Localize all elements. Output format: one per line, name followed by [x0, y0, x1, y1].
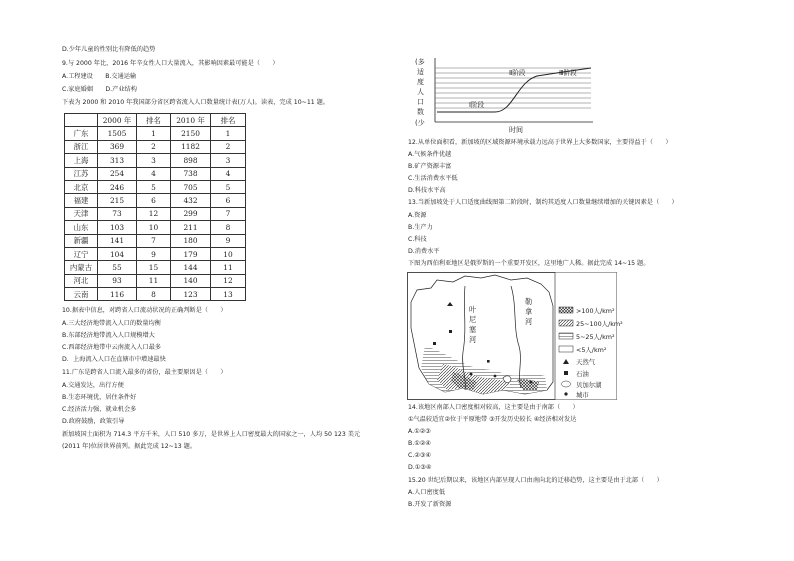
table-cell: 7: [211, 207, 246, 220]
table-cell: 9: [211, 234, 246, 247]
table-province-cell: 北京: [65, 180, 98, 193]
option-14b: B.①②④: [408, 440, 431, 447]
question-13: 13.当新加坡处于人口适度曲线图第二阶段时，制约其适度人口数量继续增加的关键因素是（ ）: [408, 199, 678, 206]
table-cell: 6: [211, 194, 246, 207]
option-8d: D.少年儿童的性别比有降低的趋势: [62, 46, 156, 53]
map-intro: 下图为西伯利亚地区是俄罗斯的一个重要开发区，这里地广人稀。据此完成 14~15 题。: [408, 260, 650, 267]
graph-ylabel-char: (多: [415, 58, 425, 66]
option-11d: D.政府鼓励，政策引导: [62, 418, 125, 425]
option-10a: A.三大经济地带流入人口的数量均衡: [62, 320, 161, 327]
question-12: 12.从单位面积看，新加坡的区域资源环境承载力远高于世界上大多数国家，主要得益于（ ）: [408, 139, 672, 146]
graph-phase-label: Ⅲ阶段: [559, 69, 577, 77]
table-cell: 8: [137, 288, 171, 301]
table-cell: 1: [211, 127, 246, 140]
map-legend-label: 25~100人/km²: [576, 320, 623, 328]
table-intro: 下表为 2000 和 2010 年我国部分省区跨省流入人口数量统计表(万人)。读表，完成 10~11 题。: [62, 99, 330, 106]
table-row: [65, 154, 246, 167]
table-cell: 211: [171, 221, 211, 234]
option-10d: D．上海流入人口在直辖市中增速最快: [62, 356, 166, 363]
table-header-row: [65, 114, 246, 127]
map-legend-label: 天然气: [576, 358, 596, 366]
table-cell: 1505: [98, 127, 137, 140]
map-legend-label: >100人/km²: [576, 307, 615, 315]
table-province-cell: 福建: [65, 194, 98, 207]
table-cell: 2: [137, 140, 171, 153]
table-row: [65, 140, 246, 153]
graph-phase-label: Ⅰ阶段: [469, 101, 485, 109]
option-15b: B.开发了新资源: [408, 501, 452, 508]
map-legend-label: 石油: [576, 370, 589, 378]
option-10c: C.西部经济地带中云南流入人口最多: [62, 344, 162, 351]
table-row: [65, 194, 246, 207]
table-cell: 116: [98, 288, 137, 301]
table-cell: 8: [211, 221, 246, 234]
option-12d: D.科技水平高: [408, 187, 446, 194]
option-10b: B.东部经济地带流入人口规模增大: [62, 332, 155, 339]
table-province-cell: 辽宁: [65, 247, 98, 260]
table-cell: 738: [171, 167, 211, 180]
map-river-label: 河: [469, 335, 477, 344]
question-14: 14.该地区南部人口密度相对较高，这主要是由于南部（ ）: [408, 404, 579, 411]
option-11a: A.交通发达，出行方便: [62, 382, 124, 389]
table-header-cell: 2010 年: [171, 114, 211, 127]
table-cell: 180: [171, 234, 211, 247]
table-row: [65, 207, 246, 220]
table-cell: 3: [211, 154, 246, 167]
table-cell: 12: [211, 274, 246, 287]
option-9cd: C.家庭婚姻 D.产业结构: [62, 86, 137, 93]
singapore-intro-2: (2011 年)位居世界前列。据此完成 12~13 题。: [62, 443, 197, 450]
option-15a: A.人口密度低: [408, 489, 446, 496]
table-body: [65, 127, 246, 301]
map-legend-label: <5人/km²: [576, 346, 607, 354]
option-9ab: A.工程建设 B.交通运输: [62, 73, 137, 80]
table-row: [65, 261, 246, 274]
table-header-cell: [65, 114, 98, 127]
population-table: [64, 113, 246, 301]
table-province-cell: 山东: [65, 221, 98, 234]
question-14-statements: ①气温较适宜②位于平原地带 ③开发历史较长 ④经济相对发达: [408, 416, 577, 423]
table-cell: 93: [98, 274, 137, 287]
table-cell: 140: [171, 274, 211, 287]
option-13d: D.消费水平: [408, 248, 440, 255]
table-row: [65, 180, 246, 193]
map-river-label: 尼: [469, 315, 477, 324]
table-cell: 179: [171, 247, 211, 260]
table-cell: 10: [137, 221, 171, 234]
table-cell: 4: [211, 167, 246, 180]
table-cell: 254: [98, 167, 137, 180]
graph-ylabel-char: 口: [417, 98, 424, 106]
table-cell: 215: [98, 194, 137, 207]
table-cell: 15: [137, 261, 171, 274]
graph-ylabel-char: (少: [415, 119, 425, 127]
table-row: [65, 127, 246, 140]
table-row: [65, 247, 246, 260]
table-cell: 13: [211, 288, 246, 301]
table-cell: 141: [98, 234, 137, 247]
table-cell: 2: [211, 140, 246, 153]
map-legend-label: 城市: [576, 391, 589, 399]
graph-phase-label: Ⅱ阶段: [509, 69, 526, 77]
map-legend-label: 贝加尔湖: [576, 381, 602, 389]
table-province-cell: 上海: [65, 154, 98, 167]
table-cell: 1182: [171, 140, 211, 153]
option-13a: A.资源: [408, 212, 427, 219]
option-14a: A.①②③: [408, 428, 431, 435]
table-cell: 2150: [171, 127, 211, 140]
table-province-cell: 内蒙古: [65, 261, 98, 274]
table-cell: 299: [171, 207, 211, 220]
table-cell: 104: [98, 247, 137, 260]
table-row: [65, 167, 246, 180]
graph-ylabel-char: 适: [417, 68, 424, 76]
table-province-cell: 浙江: [65, 140, 98, 153]
map-legend-label: 5~25人/km²: [576, 333, 615, 341]
table-cell: 73: [98, 207, 137, 220]
option-12c: C.生活消费水平低: [408, 175, 458, 182]
table-header-cell: 2000 年: [98, 114, 137, 127]
table-cell: 246: [98, 180, 137, 193]
option-11b: B.生态环境优，居住条件好: [62, 394, 137, 401]
table-row: [65, 234, 246, 247]
table-cell: 369: [98, 140, 137, 153]
siberia-map: [407, 272, 623, 400]
graph-ylabel-char: 人: [417, 88, 424, 96]
table-province-cell: 广东: [65, 127, 98, 140]
table-row: [65, 288, 246, 301]
singapore-intro: 新加坡国土面积为 714.3 平方千米，人口 510 多万，是世界上人口密度最大的国家之一，人均 50 123 美元: [62, 431, 361, 438]
table-row: [65, 221, 246, 234]
table-cell: 432: [171, 194, 211, 207]
table-province-cell: 河北: [65, 274, 98, 287]
table-cell: 55: [98, 261, 137, 274]
table-header-cell: 排名: [211, 114, 246, 127]
graph-ylabel-char: 数: [417, 108, 424, 116]
table-cell: 5: [137, 180, 171, 193]
right-column: [397, 0, 794, 561]
question-10: 10.据表中信息，对跨省人口流动状况的正确判断是（ ）: [62, 307, 227, 314]
table-province-cell: 天津: [65, 207, 98, 220]
table-cell: 12: [137, 207, 171, 220]
population-graph: [409, 54, 599, 134]
table-cell: 3: [137, 154, 171, 167]
table-cell: 10: [211, 247, 246, 260]
graph-ylabel-char: 度: [417, 78, 424, 86]
table-province-cell: 新疆: [65, 234, 98, 247]
map-river-label: 塞: [469, 325, 477, 334]
map-river-label: 勒: [525, 297, 533, 306]
option-11c: C.经济活力强，就业机会多: [62, 406, 137, 413]
map-river-label: 河: [525, 317, 533, 326]
table-cell: 313: [98, 154, 137, 167]
table-cell: 6: [137, 194, 171, 207]
table-province-cell: 江苏: [65, 167, 98, 180]
table-cell: 103: [98, 221, 137, 234]
table-province-cell: 云南: [65, 288, 98, 301]
graph-xlabel: 时间: [509, 126, 523, 134]
option-14d: D.①③④: [408, 464, 432, 471]
option-14c: C.②③④: [408, 452, 431, 459]
table-cell: 4: [137, 167, 171, 180]
option-12b: B.矿产资源丰富: [408, 163, 452, 170]
table-cell: 123: [171, 288, 211, 301]
table-cell: 705: [171, 180, 211, 193]
table-cell: 144: [171, 261, 211, 274]
option-13b: B.生产力: [408, 224, 433, 231]
table-header-cell: 排名: [137, 114, 171, 127]
map-river-label: 拿: [525, 307, 533, 316]
option-12a: A.气候条件优越: [408, 151, 452, 158]
option-13c: C.科技: [408, 236, 427, 243]
table-cell: 1: [137, 127, 171, 140]
map-river-label: 叶: [469, 305, 477, 314]
question-11: 11.广东是跨省人口流入最多的省份，最主要原因是（ ）: [62, 369, 227, 376]
table-cell: 9: [137, 247, 171, 260]
question-9: 9.与 2000 年比，2016 年辛女性人口大量流入，其影响因素最可能是（ ）: [62, 60, 279, 67]
table-cell: 7: [137, 234, 171, 247]
question-15: 15.20 世纪后期以来，该地区内部呈现人口由南向北的迁移趋势，这主要是由于北部（ ）: [408, 477, 663, 484]
table-cell: 898: [171, 154, 211, 167]
table-cell: 11: [137, 274, 171, 287]
table-cell: 11: [211, 261, 246, 274]
table-row: [65, 274, 246, 287]
table-cell: 5: [211, 180, 246, 193]
